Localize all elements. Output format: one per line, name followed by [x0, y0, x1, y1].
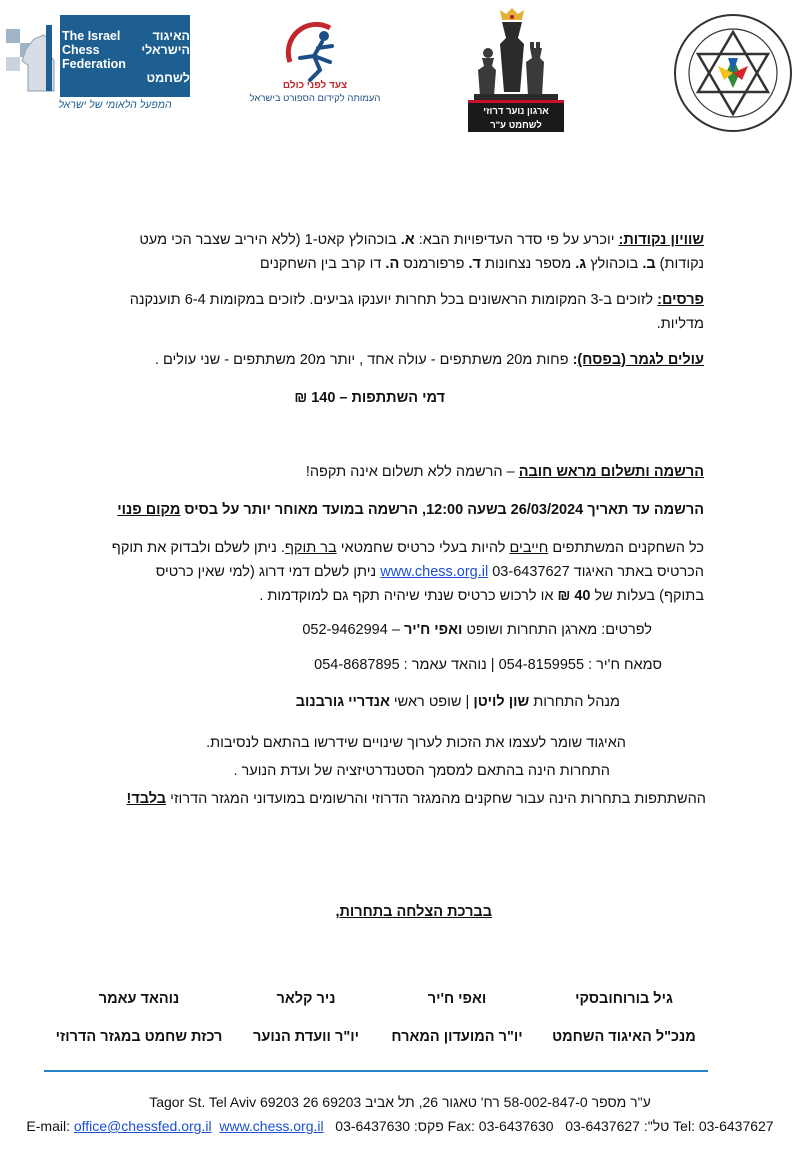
tiebreak-text-2: בוכהולץ קאט-1 (ללא היריב שצבר הכי מעט: [139, 232, 401, 248]
signature-title: רכזת שחמט במגזר הדרוזי: [55, 1029, 223, 1045]
signature-title: מנכ"ל האיגוד השחמט: [552, 1029, 696, 1045]
tiebreak-text-7: דו קרב בין השחקנים: [259, 256, 386, 272]
card-must: חייבים: [509, 540, 549, 556]
promotion-text: פחות מ20 משתתפים - עולה אחד , יותר מ20 משתתפים - שני עולים .: [154, 352, 573, 368]
deadline-first-come: מקום פנוי: [117, 502, 181, 518]
note-rights: האיגוד שומר לעצמו את הזכות לערוך שינויים שידרשו בהתאם לנסיבות.: [206, 735, 626, 751]
signature-title: יו"ר וועדת הנוער: [253, 1029, 359, 1045]
prizes-paragraph: [42, 288, 704, 336]
footer-address: ע"ר מספר 58-002-847-0 רח' טאגור 26, תל אביב 69203 26 Tagor St. Tel Aviv 69203: [149, 1094, 651, 1110]
card-fee: 40 ₪: [557, 588, 591, 604]
tiebreak-text-6: פרפורמנס: [399, 256, 469, 272]
star-emblem-icon: [672, 12, 794, 134]
details-text: לפרטים: מארגן התחרות ושופט: [462, 622, 652, 638]
details-organizer: ואפי ח'יר: [403, 622, 463, 638]
footer-divider: [44, 1070, 708, 1072]
signature-coordinator: [44, 980, 234, 1056]
eligibility-text: ההשתתפות בתחרות הינה עבור שחקנים מהמגזר הדרוזי והרשומים במועדוני המגזר הדרוזי: [166, 791, 706, 807]
tiebreak-paragraph: [42, 228, 704, 276]
footer-contacts: [20, 1118, 780, 1134]
tiebreak-text-5: מספר נצחונות: [480, 256, 576, 272]
deadline-paragraph: [42, 498, 704, 522]
sport-for-all-org: העמותה לקידום הספורט בישראל: [249, 93, 381, 104]
card-text-6: בתוקף) בעלות של: [590, 588, 704, 604]
signature-name: נוהאד עאמר: [98, 991, 180, 1007]
signature-host: [382, 980, 532, 1056]
director-text: מנהל התחרות: [529, 694, 620, 710]
sport-for-all-slogan: צעד לפני כולם: [282, 80, 348, 91]
registration-paragraph: [42, 460, 704, 484]
federation-he-2: הישראלי: [141, 43, 190, 57]
federation-en-1: The Israel: [62, 29, 121, 43]
footer-fax: פקס: 03-6437630 Fax: 03-6437630: [335, 1118, 554, 1134]
promotion-label: עולים לגמר (בפסח): [577, 352, 704, 368]
note-standard: התחרות הינה בהתאם למסמך הסטנדרטיזציה של ועדת הנוער .: [233, 763, 610, 779]
arbiter-text: | שופט ראשי: [389, 694, 474, 710]
director-line: [296, 690, 620, 714]
tiebreak-b: ב.: [642, 256, 656, 272]
chess-knight-icon: [4, 21, 60, 95]
druze-youth-logo: [672, 12, 794, 134]
card-valid: בר תוקף: [284, 540, 337, 556]
signature-title: יו"ר המועדון המארח: [391, 1029, 523, 1045]
tiebreak-d: ד.: [468, 256, 481, 272]
card-text-7: או לרכוש כרטיס שנתי שיהיה תקף גם למוקדמות .: [259, 588, 558, 604]
tiebreak-text-4: בוכהולץ: [586, 256, 643, 272]
chess-pieces-icon: [472, 8, 560, 102]
signature-name: גיל בורוחובסקי: [575, 991, 673, 1007]
chess-website-link[interactable]: www.chess.org.il: [380, 564, 489, 580]
card-text-4: הכרטיס באתר האיגוד: [569, 564, 704, 580]
eligibility-only: בלבד!: [126, 791, 167, 807]
signature-name: ניר קלאר: [276, 991, 336, 1007]
prizes-text-2: מדליות.: [656, 316, 704, 332]
druze-chess-line2: לשחמט ע"ר: [490, 120, 542, 131]
tiebreak-text-3: נקודות): [655, 256, 704, 272]
druze-chess-logo: [468, 8, 564, 133]
registration-text: – הרשמה ללא תשלום אינה תקפה!: [305, 464, 519, 480]
footer-website-link[interactable]: www.chess.org.il: [219, 1118, 324, 1134]
federation-slogan: המפעל הלאומי של ישראל: [58, 99, 172, 111]
note-eligibility: [127, 787, 706, 811]
deadline-text: הרשמה עד תאריך 26/03/2024 בשעה 12:00, הרשמה במועד מאוחר יותר על בסיס: [180, 502, 704, 518]
details-phone: – 052-9462994: [302, 622, 404, 638]
registration-label: הרשמה ותשלום מראש חובה: [518, 464, 704, 480]
director-name: שון לויטן: [473, 694, 530, 710]
chess-federation-logo: [0, 15, 190, 111]
druze-youth-ring-text: [672, 12, 673, 13]
promotion-colon: :: [572, 352, 578, 368]
federation-en-2: Chess: [62, 43, 100, 57]
promotion-paragraph: [42, 348, 704, 372]
details-line: [302, 618, 652, 642]
footer-email-label: E-mail:: [26, 1118, 70, 1134]
signature-name: ואפי ח'יר: [427, 991, 487, 1007]
chief-arbiter-name: אנדריי גורבנוב: [295, 694, 390, 710]
signature-youth: [236, 980, 376, 1056]
tiebreak-c: ג.: [575, 256, 587, 272]
footer-email-link[interactable]: office@chessfed.org.il: [73, 1118, 212, 1134]
participation-fee: דמי השתתפות – 140 ₪: [294, 390, 445, 406]
federation-he-3: לשחמט: [146, 71, 190, 85]
chess-card-paragraph: [42, 536, 704, 608]
logo-bar: [0, 0, 800, 150]
contacts-line: סמאח ח'יר : 054-8159955 | נוהאד עאמר : 054-8687895: [314, 657, 662, 673]
federation-he-1: האיגוד: [152, 29, 190, 43]
sport-for-all-logo: [240, 22, 390, 122]
prizes-label: פרסים:: [657, 292, 704, 308]
card-text-3: . ניתן לשלם ולבדוק את תוקף: [111, 540, 285, 556]
signature-ceo: [544, 980, 704, 1056]
footer-tel: טל": 03-6437627 Tel: 03-6437627: [565, 1118, 774, 1134]
druze-chess-line1: ארגון נוער דרוזי: [483, 106, 549, 117]
good-luck: בברכת הצלחה בתחרות,: [335, 904, 492, 920]
card-text-2: להיות בעלי כרטיס שחמטאי: [336, 540, 510, 556]
runner-icon: [280, 22, 350, 84]
tiebreak-a: א.: [400, 232, 415, 248]
tiebreak-label: שוויון נקודות:: [618, 232, 704, 248]
federation-en-3: Federation: [62, 57, 126, 71]
card-text-5: 03-6437627 ניתן לשלם דמי דרוג (למי שאין כרטיס: [155, 564, 570, 580]
tiebreak-e: ה.: [385, 256, 400, 272]
tiebreak-text-1: יוכרע על פי סדר העדיפויות הבא:: [414, 232, 619, 248]
prizes-text-1: לזוכים ב-3 המקומות הראשונים בכל תחרות יוענקו גביעים. לזוכים במקומות 6-4 תוענקנה: [129, 292, 658, 308]
card-text-1: כל השחקנים המשתתפים: [548, 540, 704, 556]
